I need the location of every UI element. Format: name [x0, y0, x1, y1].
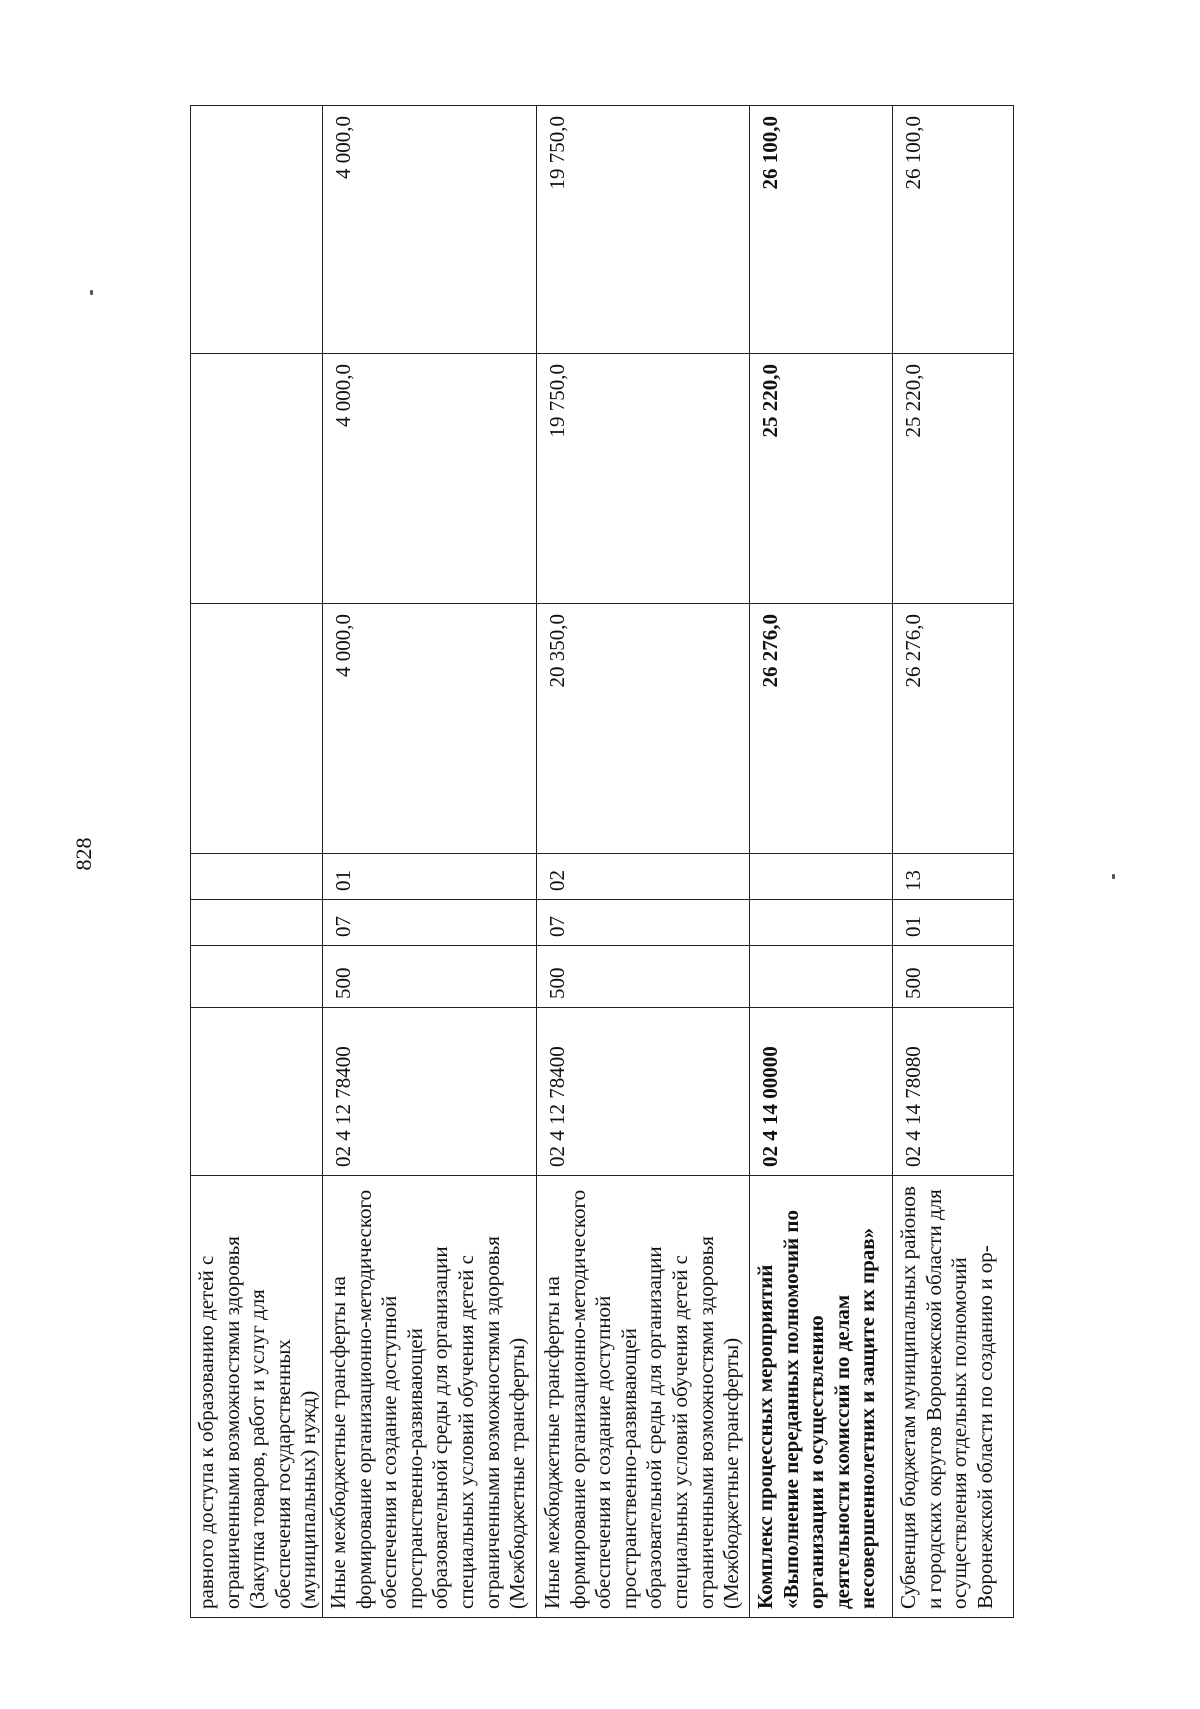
cell-pr [750, 854, 893, 900]
scan-speck [90, 290, 93, 295]
scan-speck [1112, 874, 1115, 879]
cell-pr: 01 [323, 854, 537, 900]
cell-year2: 4 000,0 [323, 354, 537, 604]
cell-year2: 19 750,0 [537, 354, 750, 604]
cell-name: Субвенция бюджетам муниципальных районов и городских округов Воронежской области для осуществления отдельных полномочий Воронежской области по созданию и ор- [893, 1176, 1014, 1618]
cell-rz [191, 900, 323, 946]
cell-csr: 02 4 14 00000 [750, 1008, 893, 1176]
cell-csr [191, 1008, 323, 1176]
cell-vr [750, 946, 893, 1008]
table-body [191, 106, 1014, 1618]
cell-year3: 26 100,0 [750, 106, 893, 354]
cell-name: Иные межбюджетные трансферты на формирование организационно-методического обеспечения и создание доступной пространственно-развивающей образовательной среды для организации специальных условий обучения детей с ограниченными возможностями здоровья (Межбюджетные трансферты) [537, 1176, 750, 1618]
cell-name: равного доступа к образованию детей с ограниченными возможностями здоровья (Закупка товаров, работ и услуг для обеспечения государственных (муниципальных) нужд) [191, 1176, 323, 1618]
cell-vr: 500 [323, 946, 537, 1008]
cell-rz: 07 [323, 900, 537, 946]
page-number: 828 [71, 837, 96, 871]
cell-year3 [191, 106, 323, 354]
cell-pr: 13 [893, 854, 1014, 900]
cell-year2: 25 220,0 [750, 354, 893, 604]
cell-year3: 4 000,0 [323, 106, 537, 354]
cell-year1: 4 000,0 [323, 604, 537, 854]
cell-pr: 02 [537, 854, 750, 900]
cell-name: Комплекс процессных мероприятий «Выполнение переданных полномочий по организации и осуществлению деятельности комиссий по делам несовершеннолетних и защите их прав» [750, 1176, 893, 1618]
table-row [537, 106, 750, 1618]
cell-vr [191, 946, 323, 1008]
cell-year3: 26 100,0 [893, 106, 1014, 354]
cell-year2 [191, 354, 323, 604]
table-row [893, 106, 1014, 1618]
table-row [323, 106, 537, 1618]
cell-csr: 02 4 12 78400 [323, 1008, 537, 1176]
cell-csr: 02 4 12 78400 [537, 1008, 750, 1176]
cell-year1: 20 350,0 [537, 604, 750, 854]
budget-table-rotated [190, 106, 1008, 1618]
table-row [750, 106, 893, 1618]
cell-year1: 26 276,0 [750, 604, 893, 854]
cell-pr [191, 854, 323, 900]
budget-table [190, 105, 1014, 1618]
cell-year1: 26 276,0 [893, 604, 1014, 854]
cell-rz: 07 [537, 900, 750, 946]
cell-year2: 25 220,0 [893, 354, 1014, 604]
cell-rz: 01 [893, 900, 1014, 946]
cell-year3: 19 750,0 [537, 106, 750, 354]
cell-rz [750, 900, 893, 946]
cell-vr: 500 [537, 946, 750, 1008]
cell-vr: 500 [893, 946, 1014, 1008]
cell-csr: 02 4 14 78080 [893, 1008, 1014, 1176]
cell-year1 [191, 604, 323, 854]
cell-name: Иные межбюджетные трансферты на формирование организационно-методического обеспечения и создание доступной пространственно-развивающей образовательной среды для организации специальных условий обучения детей с ограниченными возможностями здоровья (Межбюджетные трансферты) [323, 1176, 537, 1618]
table-row [191, 106, 323, 1618]
